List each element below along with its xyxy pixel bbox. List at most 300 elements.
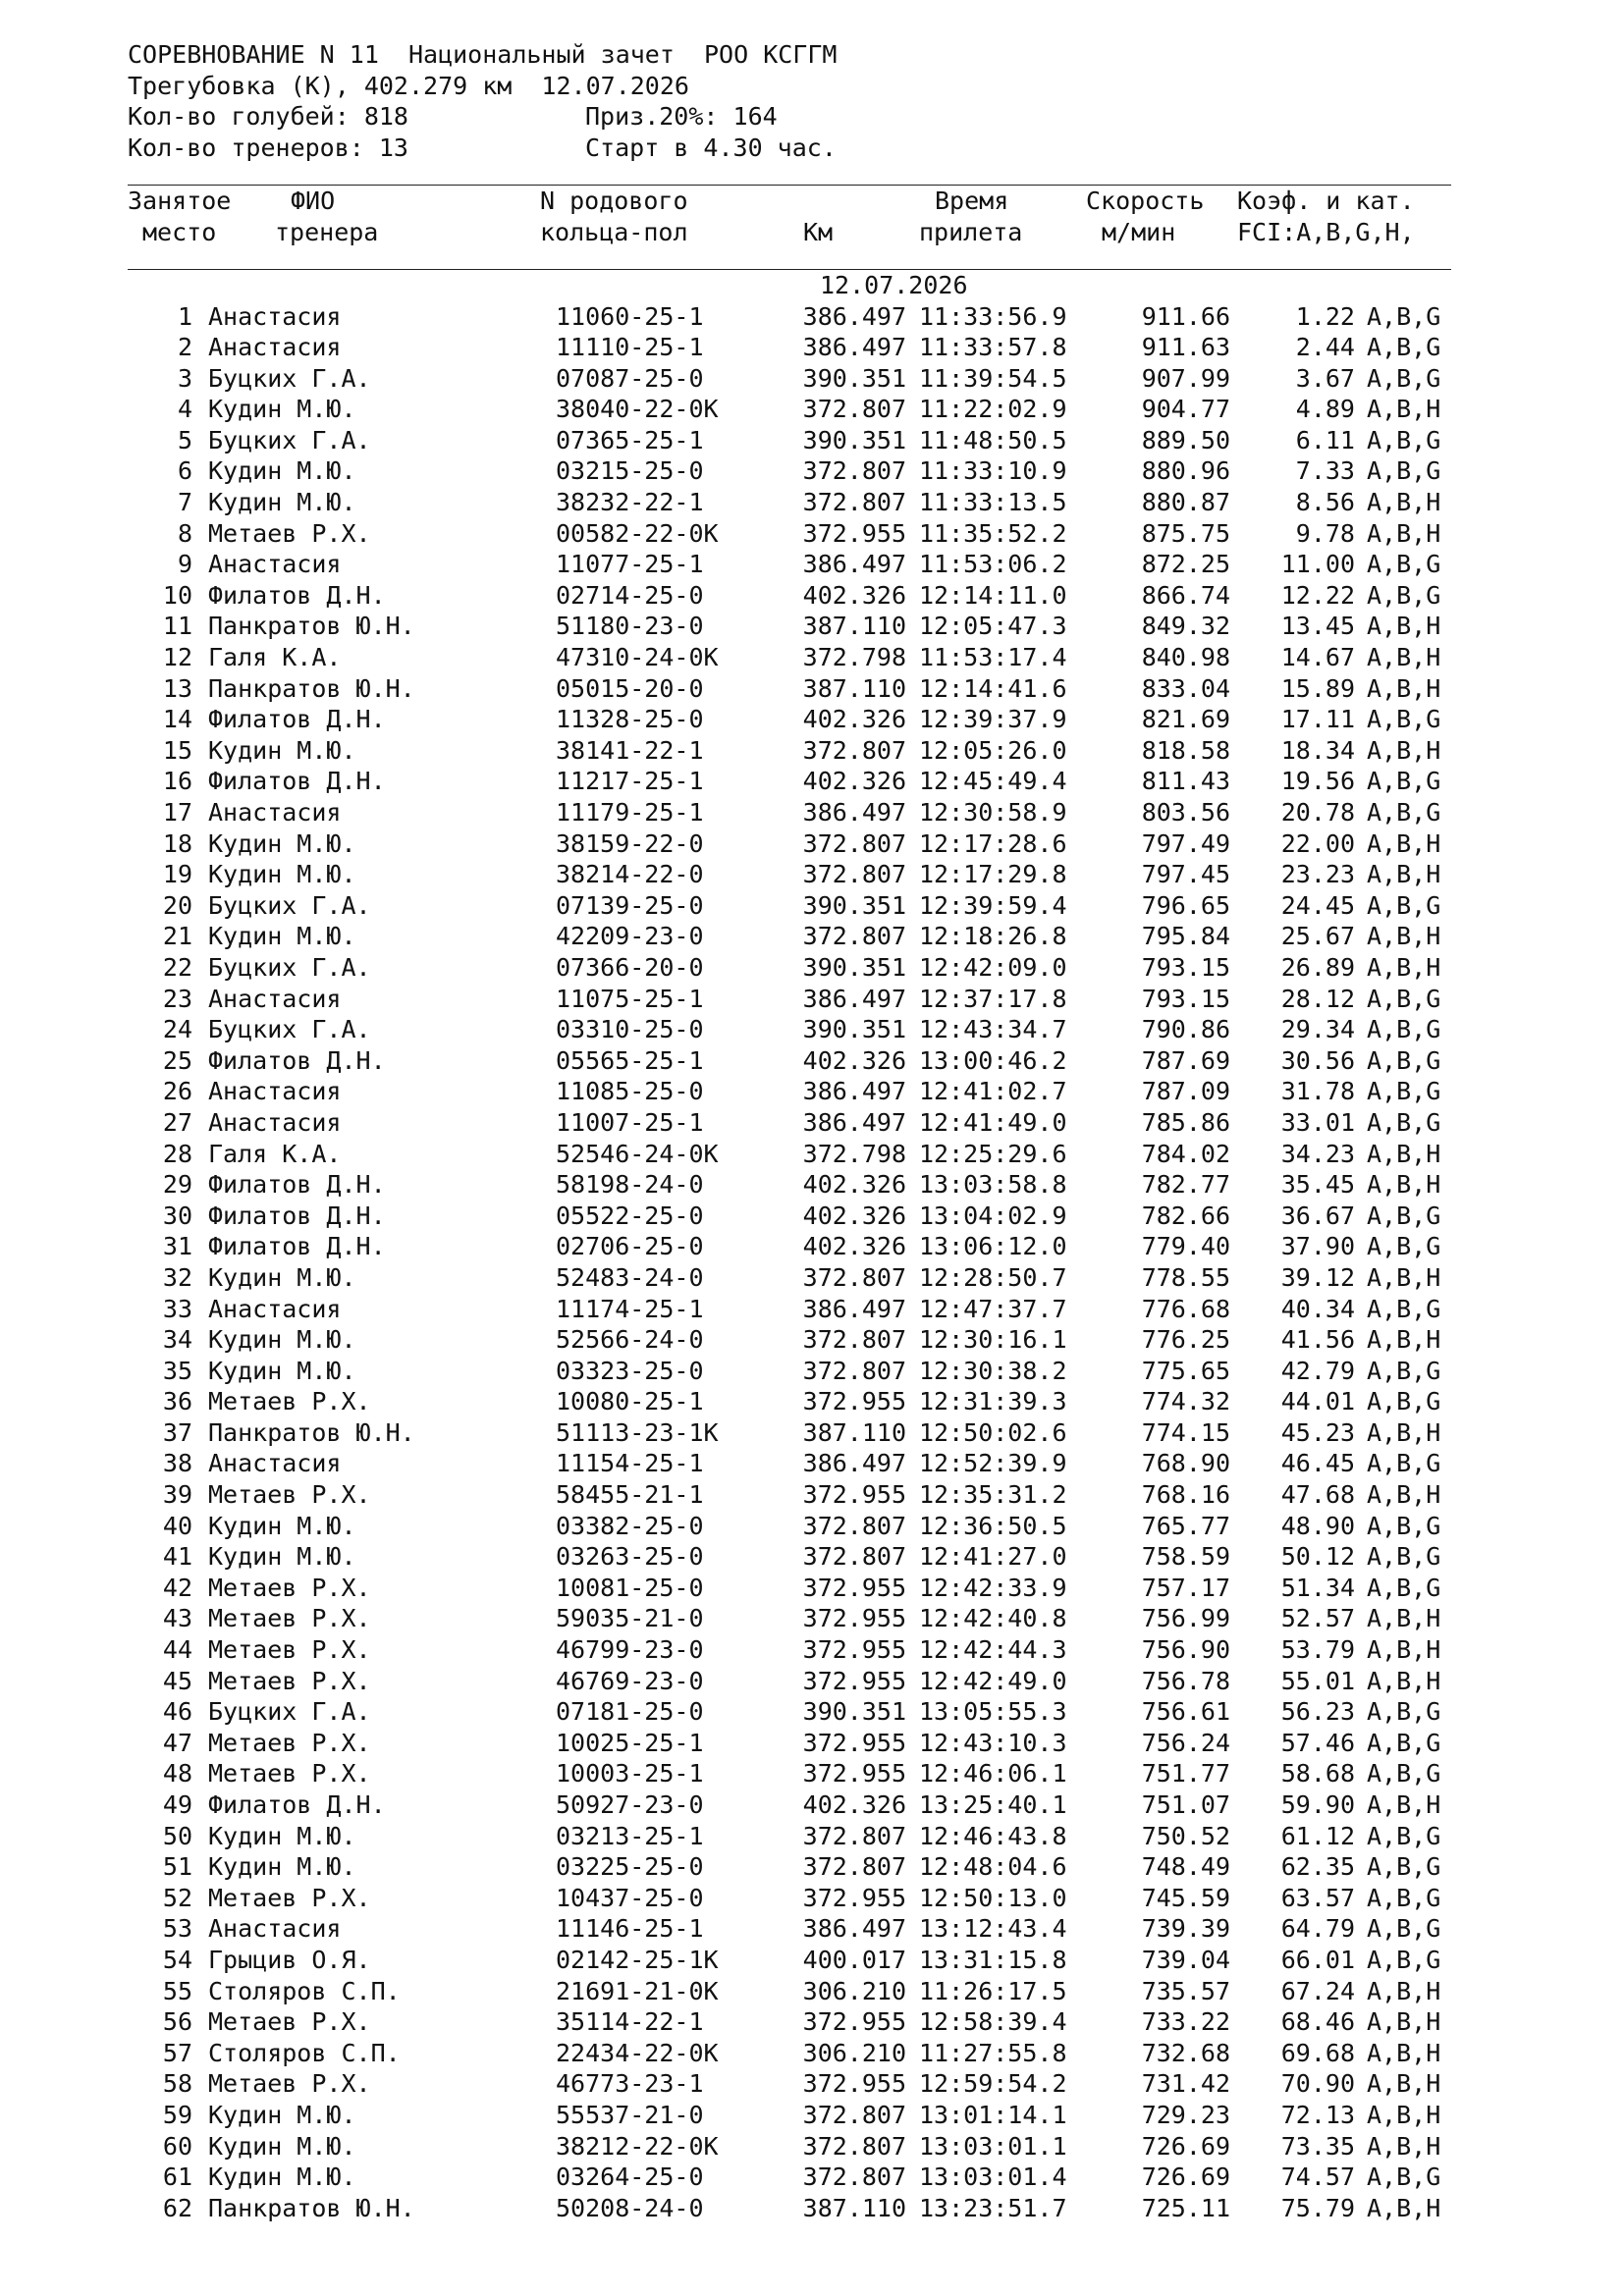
results-document — [128, 39, 1463, 2223]
ring-number: 11154-25-1 — [556, 1449, 704, 1478]
place-cell: 9 — [177, 550, 192, 579]
coefficient: 41.56 — [1280, 1325, 1355, 1355]
coefficient: 74.57 — [1280, 2163, 1355, 2192]
arrival-time: 12:42:40.8 — [919, 1604, 1067, 1633]
ring-number: 02714-25-0 — [556, 580, 704, 610]
arrival-time: 12:30:58.9 — [919, 798, 1067, 827]
arrival-time: 12:59:54.2 — [919, 2069, 1067, 2099]
arrival-time: 12:43:34.7 — [919, 1015, 1067, 1044]
coefficient: 37.90 — [1280, 1232, 1355, 1261]
ring-number: 10003-25-1 — [556, 1759, 704, 1789]
fci-category: A,B,G — [1367, 1356, 1441, 1385]
trainer-name: Кудин М.Ю. — [208, 1356, 356, 1385]
arrival-time: 12:41:49.0 — [919, 1107, 1067, 1137]
coefficient: 75.79 — [1280, 2193, 1355, 2222]
coefficient: 2.44 — [1295, 333, 1355, 362]
table-row — [128, 1883, 1463, 1914]
table-row — [128, 2193, 1463, 2224]
arrival-time: 12:42:44.3 — [919, 1635, 1067, 1665]
distance-km: 372.807 — [802, 1511, 906, 1540]
coefficient: 62.35 — [1280, 1852, 1355, 1882]
col-time-header-2: прилета — [919, 217, 1023, 246]
ring-number: 11179-25-1 — [556, 798, 704, 827]
competition-title: СОРЕВНОВАНИЕ N 11 Национальный зачет РОО КСГГМ — [128, 40, 838, 69]
trainer-name: Филатов Д.Н. — [208, 767, 386, 796]
table-row — [128, 735, 1463, 767]
arrival-time: 11:22:02.9 — [919, 395, 1067, 424]
trainer-name: Кудин М.Ю. — [208, 860, 356, 889]
coefficient: 7.33 — [1295, 456, 1355, 486]
speed-value: 795.84 — [1141, 922, 1230, 951]
fci-category: A,B,H — [1367, 2100, 1441, 2129]
distance-km: 386.497 — [802, 1077, 906, 1106]
speed-value: 849.32 — [1141, 612, 1230, 641]
col-ring-header: N родового — [540, 187, 688, 215]
fci-category: A,B,G — [1367, 1573, 1441, 1602]
place-cell: 52 — [162, 1883, 192, 1912]
distance-km: 372.955 — [802, 1728, 906, 1757]
distance-km: 387.110 — [802, 673, 906, 703]
coefficient: 18.34 — [1280, 735, 1355, 765]
trainer-name: Метаев Р.Х. — [208, 2069, 371, 2099]
ring-number: 42209-23-0 — [556, 922, 704, 951]
place-cell: 50 — [162, 1821, 192, 1850]
trainer-name: Метаев Р.Х. — [208, 1480, 371, 1510]
speed-value: 756.99 — [1141, 1604, 1230, 1633]
fci-category: A,B,G — [1367, 1232, 1441, 1261]
arrival-time: 12:50:02.6 — [919, 1417, 1067, 1447]
ring-number: 38232-22-1 — [556, 488, 704, 517]
arrival-time: 13:00:46.2 — [919, 1045, 1067, 1075]
place-cell: 28 — [162, 1139, 192, 1168]
ring-number: 11328-25-0 — [556, 705, 704, 734]
distance-km: 372.807 — [802, 1356, 906, 1385]
fci-category: A,B,H — [1367, 1666, 1441, 1695]
ring-number: 03323-25-0 — [556, 1356, 704, 1385]
distance-km: 402.326 — [802, 705, 906, 734]
coefficient: 66.01 — [1280, 1945, 1355, 1974]
speed-value: 731.42 — [1141, 2069, 1230, 2099]
ring-number: 38040-22-0K — [556, 395, 719, 424]
place-cell: 22 — [162, 952, 192, 982]
arrival-time: 12:37:17.8 — [919, 984, 1067, 1013]
arrival-time: 12:05:26.0 — [919, 735, 1067, 765]
arrival-time: 13:03:01.4 — [919, 2163, 1067, 2192]
trainer-name: Кудин М.Ю. — [208, 2131, 356, 2161]
col-km-header: Км — [803, 217, 834, 246]
fci-category: A,B,G — [1367, 1728, 1441, 1757]
trainer-name: Панкратов Ю.Н. — [208, 1417, 415, 1447]
place-cell: 46 — [162, 1697, 192, 1727]
trainer-name: Анастасия — [208, 1294, 342, 1323]
arrival-time: 12:14:41.6 — [919, 673, 1067, 703]
coefficient: 64.79 — [1280, 1914, 1355, 1944]
speed-value: 768.16 — [1141, 1480, 1230, 1510]
prize-count: Приз.20%: 164 — [585, 102, 778, 131]
trainer-name: Анастасия — [208, 550, 342, 579]
fci-category: A,B,H — [1367, 612, 1441, 641]
ring-number: 11085-25-0 — [556, 1077, 704, 1106]
speed-value: 779.40 — [1141, 1232, 1230, 1261]
distance-km: 372.807 — [802, 1325, 906, 1355]
distance-km: 402.326 — [802, 1790, 906, 1819]
table-row — [128, 642, 1463, 673]
fci-category: A,B,H — [1367, 1325, 1441, 1355]
col-ring-header-2: кольца-пол — [540, 217, 688, 246]
table-row — [128, 921, 1463, 952]
coefficient: 36.67 — [1280, 1201, 1355, 1230]
speed-value: 793.15 — [1141, 984, 1230, 1013]
ring-number: 11146-25-1 — [556, 1914, 704, 1944]
ring-number: 11110-25-1 — [556, 333, 704, 362]
trainer-name: Кудин М.Ю. — [208, 1542, 356, 1572]
ring-number: 47310-24-0K — [556, 643, 719, 672]
coefficient: 17.11 — [1280, 705, 1355, 734]
place-cell: 61 — [162, 2163, 192, 2192]
ring-number: 59035-21-0 — [556, 1604, 704, 1633]
coefficient: 29.34 — [1280, 1015, 1355, 1044]
speed-value: 750.52 — [1141, 1821, 1230, 1850]
results-table — [128, 301, 1463, 2224]
coefficient: 63.57 — [1280, 1883, 1355, 1912]
table-row — [128, 425, 1463, 456]
distance-km: 386.497 — [802, 1294, 906, 1323]
trainer-name: Кудин М.Ю. — [208, 1325, 356, 1355]
distance-km: 402.326 — [802, 1045, 906, 1075]
arrival-time: 12:42:09.0 — [919, 952, 1067, 982]
place-cell: 30 — [162, 1201, 192, 1230]
trainer-name: Метаев Р.Х. — [208, 1728, 371, 1757]
coefficient: 58.68 — [1280, 1759, 1355, 1789]
trainer-name: Буцких Г.А. — [208, 890, 371, 920]
place-cell: 54 — [162, 1945, 192, 1974]
ring-number: 07087-25-0 — [556, 363, 704, 393]
arrival-time: 12:45:49.4 — [919, 767, 1067, 796]
fci-category: A,B,H — [1367, 2193, 1441, 2222]
col-place-header: Занятое — [128, 187, 232, 215]
distance-km: 386.497 — [802, 798, 906, 827]
table-row — [128, 1573, 1463, 1604]
ring-number: 03310-25-0 — [556, 1015, 704, 1044]
fci-category: A,B,G — [1367, 425, 1441, 454]
distance-km: 372.807 — [802, 1542, 906, 1572]
coefficient: 33.01 — [1280, 1107, 1355, 1137]
distance-km: 372.807 — [802, 395, 906, 424]
ring-number: 58455-21-1 — [556, 1480, 704, 1510]
fci-category: A,B,G — [1367, 767, 1441, 796]
table-row — [128, 1448, 1463, 1479]
coefficient: 46.45 — [1280, 1449, 1355, 1478]
fci-category: A,B,H — [1367, 1790, 1441, 1819]
trainer-name: Филатов Д.Н. — [208, 1170, 386, 1200]
speed-value: 833.04 — [1141, 673, 1230, 703]
ring-number: 03225-25-0 — [556, 1852, 704, 1882]
fci-category: A,B,G — [1367, 1449, 1441, 1478]
speed-value: 821.69 — [1141, 705, 1230, 734]
speed-value: 790.86 — [1141, 1015, 1230, 1044]
distance-km: 372.955 — [802, 2007, 906, 2037]
ring-number: 46799-23-0 — [556, 1635, 704, 1665]
table-row — [128, 1945, 1463, 1976]
coefficient: 13.45 — [1280, 612, 1355, 641]
race-location-date: Трегубовка (К), 402.279 км 12.07.2026 — [128, 71, 689, 100]
coefficient: 45.23 — [1280, 1417, 1355, 1447]
race-date-line — [128, 270, 1463, 301]
table-row — [128, 2068, 1463, 2100]
coefficient: 14.67 — [1280, 643, 1355, 672]
place-cell: 17 — [162, 798, 192, 827]
fci-category: A,B,G — [1367, 1759, 1441, 1789]
col-name-header: ФИО — [291, 187, 336, 215]
table-row — [128, 1107, 1463, 1139]
birds-count: Кол-во голубей: 818 — [128, 102, 408, 131]
fci-category: A,B,G — [1367, 363, 1441, 393]
distance-km: 372.807 — [802, 1262, 906, 1292]
arrival-time: 11:33:57.8 — [919, 333, 1067, 362]
place-cell: 60 — [162, 2131, 192, 2161]
coefficient: 35.45 — [1280, 1170, 1355, 1200]
table-row — [128, 1139, 1463, 1170]
distance-km: 390.351 — [802, 425, 906, 454]
place-cell: 27 — [162, 1107, 192, 1137]
speed-value: 725.11 — [1141, 2193, 1230, 2222]
arrival-time: 12:42:33.9 — [919, 1573, 1067, 1602]
place-cell: 51 — [162, 1852, 192, 1882]
table-row — [128, 1231, 1463, 1262]
arrival-time: 11:33:13.5 — [919, 488, 1067, 517]
birds-prize-line — [128, 101, 1463, 133]
ring-number: 11174-25-1 — [556, 1294, 704, 1323]
ring-number: 02706-25-0 — [556, 1232, 704, 1261]
table-row — [128, 1728, 1463, 1759]
ring-number: 11007-25-1 — [556, 1107, 704, 1137]
arrival-time: 11:48:50.5 — [919, 425, 1067, 454]
fci-category: A,B,G — [1367, 1542, 1441, 1572]
ring-number: 11077-25-1 — [556, 550, 704, 579]
arrival-time: 13:04:02.9 — [919, 1201, 1067, 1230]
distance-km: 387.110 — [802, 1417, 906, 1447]
trainer-name: Кудин М.Ю. — [208, 456, 356, 486]
place-cell: 10 — [162, 580, 192, 610]
ring-number: 03215-25-0 — [556, 456, 704, 486]
arrival-time: 12:52:39.9 — [919, 1449, 1067, 1478]
coefficient: 61.12 — [1280, 1821, 1355, 1850]
place-cell: 8 — [177, 518, 192, 548]
ring-number: 22434-22-0K — [556, 2038, 719, 2067]
place-cell: 1 — [177, 301, 192, 331]
trainer-name: Метаев Р.Х. — [208, 518, 371, 548]
table-row — [128, 2162, 1463, 2193]
speed-value: 811.43 — [1141, 767, 1230, 796]
place-cell: 49 — [162, 1790, 192, 1819]
distance-km: 402.326 — [802, 1232, 906, 1261]
coefficient: 42.79 — [1280, 1356, 1355, 1385]
trainer-name: Анастасия — [208, 1914, 342, 1944]
table-row — [128, 1262, 1463, 1294]
place-cell: 36 — [162, 1387, 192, 1416]
speed-value: 907.99 — [1141, 363, 1230, 393]
fci-category: A,B,G — [1367, 550, 1441, 579]
speed-value: 782.66 — [1141, 1201, 1230, 1230]
ring-number: 05522-25-0 — [556, 1201, 704, 1230]
distance-km: 387.110 — [802, 612, 906, 641]
place-cell: 53 — [162, 1914, 192, 1944]
speed-value: 756.61 — [1141, 1697, 1230, 1727]
distance-km: 386.497 — [802, 1914, 906, 1944]
distance-km: 372.955 — [802, 1387, 906, 1416]
fci-category: A,B,H — [1367, 488, 1441, 517]
speed-value: 797.45 — [1141, 860, 1230, 889]
trainer-name: Буцких Г.А. — [208, 1697, 371, 1727]
speed-value: 756.24 — [1141, 1728, 1230, 1757]
ring-number: 03263-25-0 — [556, 1542, 704, 1572]
place-cell: 3 — [177, 363, 192, 393]
trainer-name: Анастасия — [208, 1449, 342, 1478]
fci-category: A,B,H — [1367, 518, 1441, 548]
arrival-time: 11:53:17.4 — [919, 643, 1067, 672]
fci-category: A,B,H — [1367, 2038, 1441, 2067]
distance-km: 306.210 — [802, 1976, 906, 2005]
trainer-name: Панкратов Ю.Н. — [208, 2193, 415, 2222]
ring-number: 46769-23-0 — [556, 1666, 704, 1695]
speed-value: 889.50 — [1141, 425, 1230, 454]
speed-value: 765.77 — [1141, 1511, 1230, 1540]
trainer-name: Метаев Р.Х. — [208, 1635, 371, 1665]
table-row — [128, 2038, 1463, 2069]
place-cell: 7 — [177, 488, 192, 517]
distance-km: 372.798 — [802, 1139, 906, 1168]
speed-value: 787.69 — [1141, 1045, 1230, 1075]
coefficient: 30.56 — [1280, 1045, 1355, 1075]
place-cell: 19 — [162, 860, 192, 889]
arrival-time: 12:50:13.0 — [919, 1883, 1067, 1912]
speed-value: 726.69 — [1141, 2131, 1230, 2161]
table-row — [128, 673, 1463, 705]
table-row — [128, 1976, 1463, 2007]
arrival-time: 12:41:02.7 — [919, 1077, 1067, 1106]
fci-category: A,B,G — [1367, 1821, 1441, 1850]
arrival-time: 12:47:37.7 — [919, 1294, 1067, 1323]
distance-km: 372.798 — [802, 643, 906, 672]
distance-km: 372.955 — [802, 1604, 906, 1633]
table-row — [128, 890, 1463, 922]
place-cell: 42 — [162, 1573, 192, 1602]
fci-category: A,B,G — [1367, 1107, 1441, 1137]
table-row — [128, 1541, 1463, 1573]
trainer-name: Филатов Д.Н. — [208, 1790, 386, 1819]
trainer-name: Филатов Д.Н. — [208, 580, 386, 610]
coefficient: 69.68 — [1280, 2038, 1355, 2067]
ring-number: 50208-24-0 — [556, 2193, 704, 2222]
speed-value: 745.59 — [1141, 1883, 1230, 1912]
fci-category: A,B,G — [1367, 890, 1441, 920]
trainers-count: Кол-во тренеров: 13 — [128, 133, 408, 162]
arrival-time: 12:43:10.3 — [919, 1728, 1067, 1757]
table-row — [128, 518, 1463, 550]
fci-category: A,B,G — [1367, 1883, 1441, 1912]
table-row — [128, 1603, 1463, 1634]
fci-category: A,B,G — [1367, 1697, 1441, 1727]
table-row — [128, 1758, 1463, 1789]
coefficient: 9.78 — [1295, 518, 1355, 548]
trainer-name: Анастасия — [208, 798, 342, 827]
col-coef-header-2: FCI:A,B,G,H, — [1237, 217, 1415, 246]
fci-category: A,B,G — [1367, 705, 1441, 734]
trainer-name: Галя К.А. — [208, 643, 342, 672]
trainer-name: Кудин М.Ю. — [208, 1262, 356, 1292]
fci-category: A,B,H — [1367, 395, 1441, 424]
speed-value: 776.68 — [1141, 1294, 1230, 1323]
place-cell: 38 — [162, 1449, 192, 1478]
ring-number: 35114-22-1 — [556, 2007, 704, 2037]
fci-category: A,B,G — [1367, 580, 1441, 610]
place-cell: 33 — [162, 1294, 192, 1323]
ring-number: 03213-25-1 — [556, 1821, 704, 1850]
speed-value: 757.17 — [1141, 1573, 1230, 1602]
fci-category: A,B,H — [1367, 2131, 1441, 2161]
ring-number: 03382-25-0 — [556, 1511, 704, 1540]
place-cell: 31 — [162, 1232, 192, 1261]
col-time-header: Время — [935, 187, 1009, 215]
table-row — [128, 1169, 1463, 1201]
distance-km: 372.955 — [802, 1635, 906, 1665]
ring-number: 05015-20-0 — [556, 673, 704, 703]
place-cell: 4 — [177, 395, 192, 424]
speed-value: 778.55 — [1141, 1262, 1230, 1292]
place-cell: 24 — [162, 1015, 192, 1044]
arrival-time: 11:35:52.2 — [919, 518, 1067, 548]
distance-km: 372.955 — [802, 1883, 906, 1912]
speed-value: 748.49 — [1141, 1852, 1230, 1882]
arrival-time: 13:06:12.0 — [919, 1232, 1067, 1261]
distance-km: 390.351 — [802, 952, 906, 982]
trainer-name: Анастасия — [208, 301, 342, 331]
fci-category: A,B,G — [1367, 1387, 1441, 1416]
fci-category: A,B,G — [1367, 1201, 1441, 1230]
arrival-time: 12:25:29.6 — [919, 1139, 1067, 1168]
speed-value: 758.59 — [1141, 1542, 1230, 1572]
coefficient: 47.68 — [1280, 1480, 1355, 1510]
arrival-time: 12:35:31.2 — [919, 1480, 1067, 1510]
ring-number: 11217-25-1 — [556, 767, 704, 796]
ring-number: 52546-24-0K — [556, 1139, 719, 1168]
distance-km: 372.955 — [802, 2069, 906, 2099]
distance-km: 372.807 — [802, 2131, 906, 2161]
coefficient: 70.90 — [1280, 2069, 1355, 2099]
trainer-name: Филатов Д.Н. — [208, 705, 386, 734]
ring-number: 07366-20-0 — [556, 952, 704, 982]
distance-km: 402.326 — [802, 580, 906, 610]
arrival-time: 11:26:17.5 — [919, 1976, 1067, 2005]
col-place-header-2: место — [142, 217, 217, 246]
speed-value: 726.69 — [1141, 2163, 1230, 2192]
coefficient: 11.00 — [1280, 550, 1355, 579]
trainer-name: Кудин М.Ю. — [208, 2100, 356, 2129]
distance-km: 386.497 — [802, 984, 906, 1013]
distance-km: 372.807 — [802, 2100, 906, 2129]
trainer-name: Кудин М.Ю. — [208, 1821, 356, 1850]
coefficient: 24.45 — [1280, 890, 1355, 920]
trainer-name: Буцких Г.А. — [208, 425, 371, 454]
table-row — [128, 611, 1463, 642]
speed-value: 775.65 — [1141, 1356, 1230, 1385]
table-row — [128, 1789, 1463, 1821]
coefficient: 4.89 — [1295, 395, 1355, 424]
coefficient: 72.13 — [1280, 2100, 1355, 2129]
coefficient: 48.90 — [1280, 1511, 1355, 1540]
ring-number: 38141-22-1 — [556, 735, 704, 765]
table-row — [128, 1045, 1463, 1077]
